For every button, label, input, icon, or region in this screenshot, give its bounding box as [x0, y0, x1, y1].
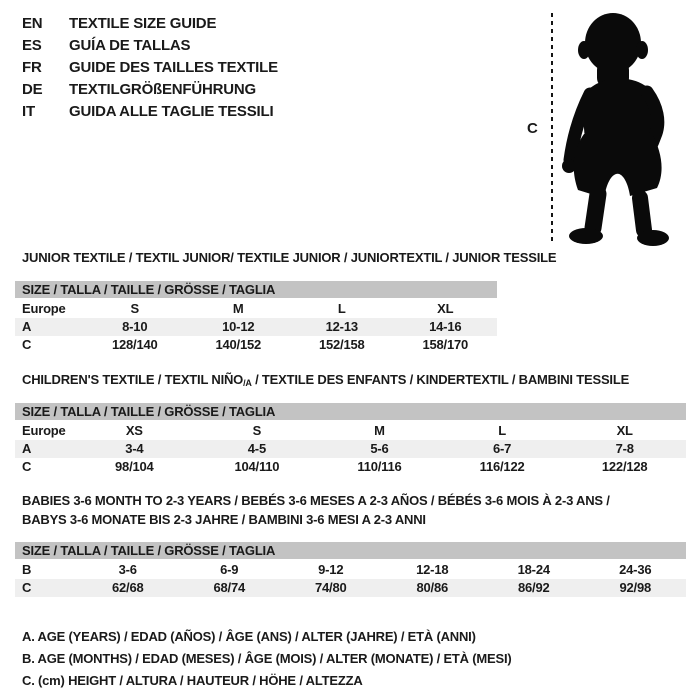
table-row-europe: [15, 300, 497, 318]
guide-title: GUIDE DES TAILLES TEXTILE: [69, 59, 278, 76]
section-title-junior: JUNIOR TEXTILE / TEXTIL JUNIOR/ TEXTILE JUNIOR / JUNIORTEXTIL / JUNIOR TESSILE: [22, 250, 557, 265]
age-cell: 9-12: [318, 562, 344, 577]
size-cell: L: [337, 301, 346, 316]
table-row-height: [15, 336, 497, 354]
language-title-list: [22, 13, 278, 123]
title-text: CHILDREN'S TEXTILE / TEXTIL NIÑO: [22, 372, 244, 387]
row-label: C: [22, 459, 32, 474]
table-header-size: SIZE / TALLA / TAILLE / GRÖSSE / TAGLIA: [15, 403, 686, 420]
height-measure-dashed-line: [551, 13, 553, 242]
table-row-age: [15, 318, 497, 336]
height-cell: 62/68: [111, 580, 144, 595]
height-cell: 80/86: [416, 580, 449, 595]
section-title-babies: [22, 491, 610, 529]
guide-title: GUIDA ALLE TAGLIE TESSILI: [69, 103, 274, 120]
table-header-size: SIZE / TALLA / TAILLE / GRÖSSE / TAGLIA: [15, 281, 497, 298]
age-cell: 7-8: [615, 441, 634, 456]
children-size-table: [15, 403, 686, 476]
size-cell: S: [130, 301, 139, 316]
size-cell: S: [252, 423, 262, 438]
height-cell: 68/74: [213, 580, 246, 595]
row-label: A: [22, 441, 32, 456]
height-cell: 140/152: [215, 337, 262, 352]
age-cell: 6-9: [220, 562, 239, 577]
row-label: Europe: [22, 423, 66, 438]
height-cell: 152/158: [318, 337, 365, 352]
height-measure-label: C: [527, 120, 538, 137]
age-cell: 3-6: [118, 562, 137, 577]
row-label: Europe: [22, 301, 66, 316]
footnote-age-years: A. AGE (YEARS) / EDAD (AÑOS) / ÂGE (ANS) / ALTER (JAHRE) / ETÀ (ANNI): [22, 629, 476, 644]
guide-title: TEXTILGRÖßENFÜHRUNG: [69, 81, 257, 98]
age-cell: 10-12: [222, 319, 255, 334]
footnote-height-cm: C. (cm) HEIGHT / ALTURA / HAUTEUR / HÖHE / ALTEZZA: [22, 673, 363, 688]
height-cell: 122/128: [601, 459, 648, 474]
language-code: ES: [22, 37, 42, 54]
size-cell: XL: [616, 423, 633, 438]
language-code: FR: [22, 59, 42, 76]
table-header-size: SIZE / TALLA / TAILLE / GRÖSSE / TAGLIA: [15, 542, 686, 559]
guide-title: GUÍA DE TALLAS: [69, 37, 191, 54]
age-cell: 4-5: [247, 441, 266, 456]
title-line-2: BABYS 3-6 MONATE BIS 2-3 JAHRE / BAMBINI 3-6 MESI A 2-3 ANNI: [22, 512, 426, 527]
age-cell: 5-6: [370, 441, 389, 456]
age-cell: 12-18: [416, 562, 449, 577]
title-subscript: /A: [243, 378, 252, 388]
size-cell: L: [498, 423, 506, 438]
height-cell: 86/92: [517, 580, 550, 595]
height-cell: 92/98: [619, 580, 652, 595]
height-cell: 158/170: [422, 337, 469, 352]
table-row-age: [15, 440, 686, 458]
size-cell: M: [374, 423, 385, 438]
row-label: A: [22, 319, 32, 334]
title-line-1: BABIES 3-6 MONTH TO 2-3 YEARS / BEBÉS 3-6 MESES A 2-3 AÑOS / BÉBÉS 3-6 MOIS À 2-3 ANS /: [22, 493, 610, 508]
language-row-de: [22, 79, 278, 101]
baby-silhouette-icon: [557, 6, 679, 248]
language-row-fr: [22, 57, 278, 79]
language-code: EN: [22, 15, 43, 32]
language-code: IT: [22, 103, 35, 120]
section-title-children: [22, 372, 629, 388]
age-cell: 3-4: [125, 441, 144, 456]
height-cell: 104/110: [234, 459, 280, 474]
size-cell: M: [232, 301, 244, 316]
footnote-age-months: B. AGE (MONTHS) / EDAD (MESES) / ÂGE (MOIS) / ALTER (MONATE) / ETÀ (MESI): [22, 651, 512, 666]
row-label: C: [22, 337, 32, 352]
row-label: B: [22, 562, 32, 577]
row-label: C: [22, 580, 32, 595]
age-cell: 6-7: [492, 441, 512, 456]
age-cell: 24-36: [619, 562, 652, 577]
age-cell: 18-24: [517, 562, 550, 577]
language-row-es: [22, 35, 278, 57]
table-row-height: [15, 458, 686, 476]
height-cell: 110/116: [357, 459, 402, 474]
size-cell: XL: [437, 301, 454, 316]
size-cell: XS: [125, 423, 143, 438]
language-code: DE: [22, 81, 43, 98]
guide-title: TEXTILE SIZE GUIDE: [69, 15, 217, 32]
table-row-europe: [15, 422, 686, 440]
babies-size-table: [15, 542, 686, 597]
title-text: / TEXTILE DES ENFANTS / KINDERTEXTIL / BAMBINI TESSILE: [251, 372, 630, 387]
language-row-it: [22, 101, 278, 123]
junior-size-table: [15, 281, 497, 354]
age-cell: 8-10: [122, 319, 148, 334]
height-cell: 98/104: [115, 459, 154, 474]
height-cell: 116/122: [479, 459, 525, 474]
height-cell: 74/80: [314, 580, 347, 595]
table-row-height: [15, 579, 686, 597]
height-cell: 128/140: [111, 337, 158, 352]
table-row-age-months: [15, 561, 686, 579]
age-cell: 14-16: [429, 319, 462, 334]
language-row-en: [22, 13, 278, 35]
footnote-legend: [22, 626, 512, 692]
age-cell: 12-13: [325, 319, 358, 334]
